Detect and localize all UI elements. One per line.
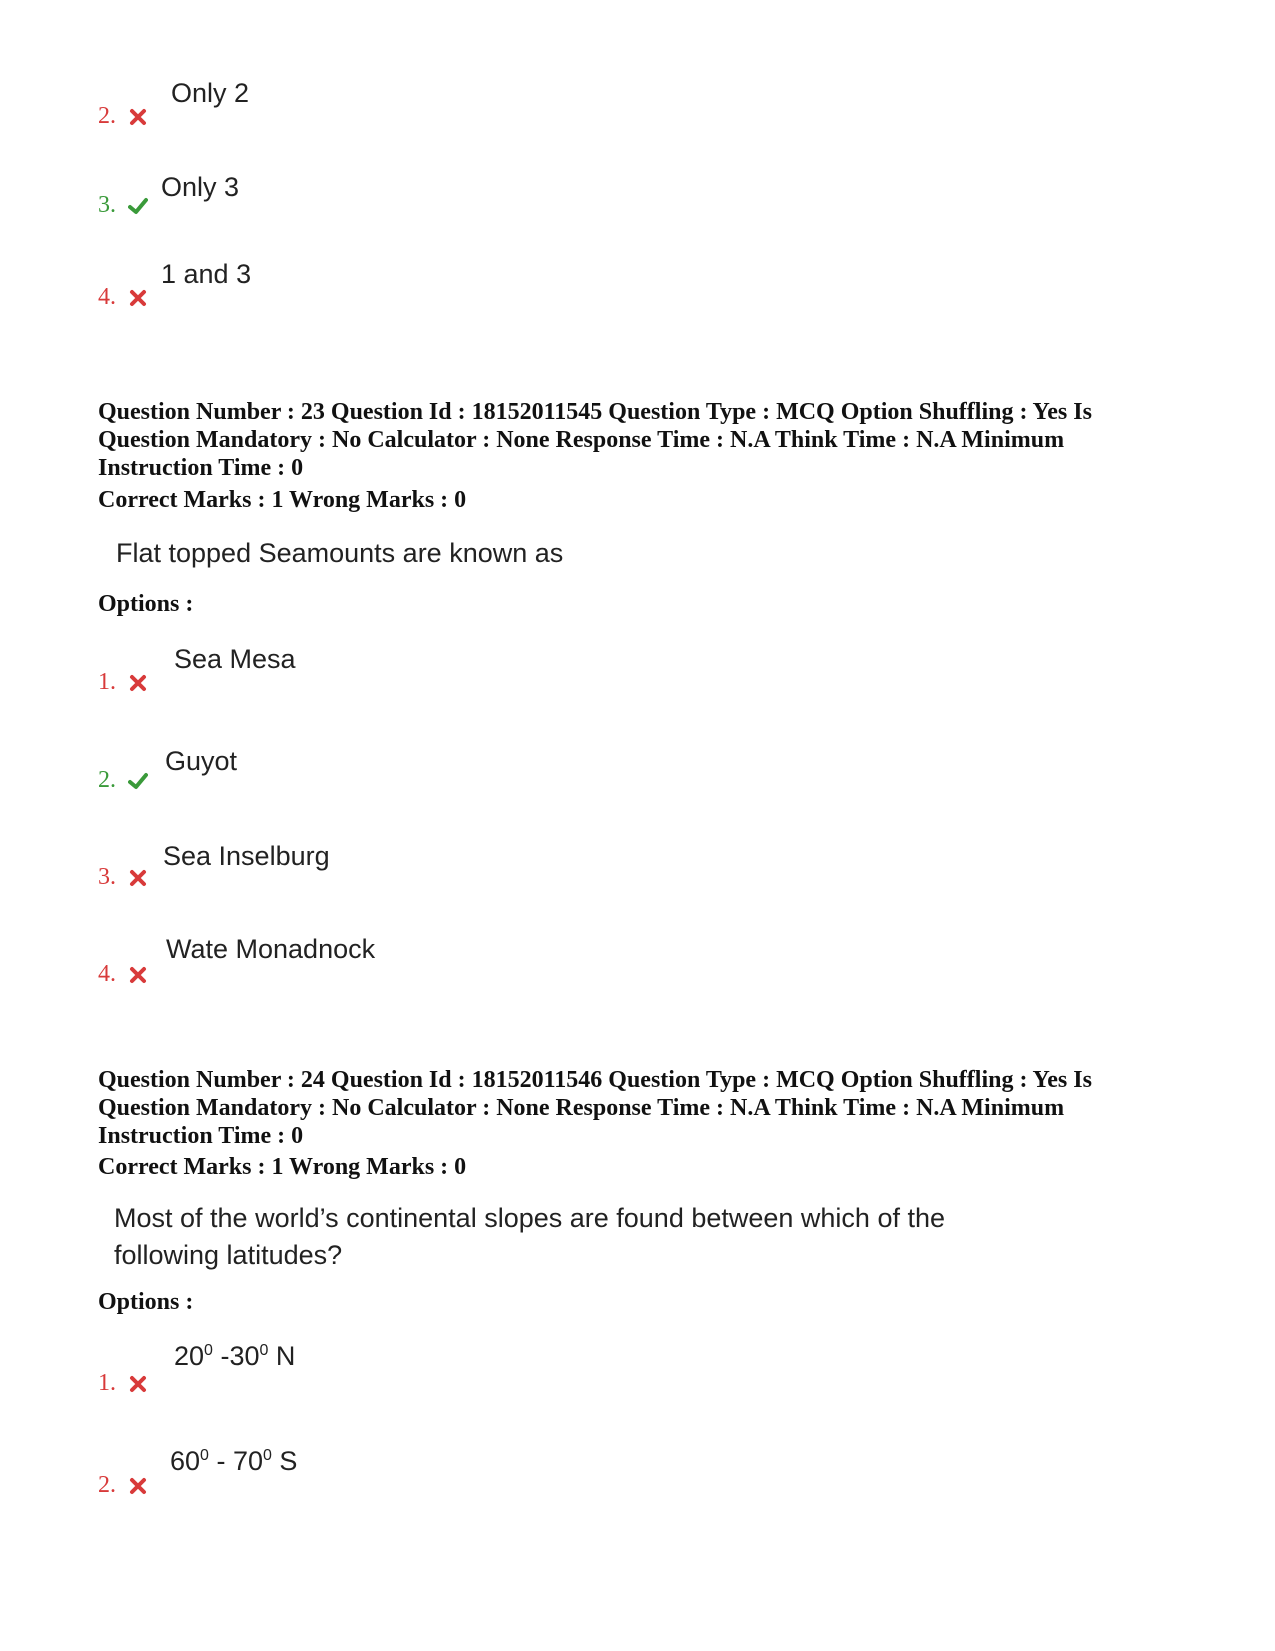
q23-question-text: Flat topped Seamounts are known as bbox=[116, 538, 564, 568]
q23-options-label: Options : bbox=[98, 591, 194, 617]
option-number: 1. bbox=[98, 669, 116, 695]
check-icon bbox=[128, 196, 148, 216]
q23-option-1-text: Sea Mesa bbox=[174, 644, 296, 674]
q23-option-4-text: Wate Monadnock bbox=[166, 934, 376, 964]
option-number: 2. bbox=[98, 767, 116, 793]
q24-meta-line3: Instruction Time : 0 bbox=[98, 1123, 304, 1149]
lat-start: 20 bbox=[174, 1341, 205, 1371]
q23-meta-line2: Question Mandatory : No Calculator : None Response Time : N.A Think Time : N.A Minimum bbox=[98, 427, 1065, 453]
q24-option-1-text bbox=[174, 1343, 295, 1370]
q23-option-4 bbox=[98, 962, 148, 986]
lat-end: 70 bbox=[232, 1446, 263, 1476]
hemisphere: N bbox=[268, 1341, 296, 1371]
q23-option-3-text: Sea Inselburg bbox=[163, 841, 330, 871]
prev-option-4-text: 1 and 3 bbox=[161, 259, 252, 289]
q24-option-2-text bbox=[170, 1448, 297, 1475]
lat-start: 60 bbox=[170, 1446, 201, 1476]
q23-option-2-text: Guyot bbox=[165, 746, 238, 776]
q24-meta bbox=[98, 1066, 1188, 1150]
option-number: 2. bbox=[98, 1472, 116, 1498]
separator: - bbox=[212, 1341, 230, 1371]
q23-option-3 bbox=[98, 865, 148, 889]
q24-marks: Correct Marks : 1 Wrong Marks : 0 bbox=[98, 1154, 467, 1180]
q24-question-line1: Most of the world’s continental slopes are found between which of the bbox=[114, 1203, 946, 1233]
q24-question-line2: following latitudes? bbox=[114, 1240, 343, 1270]
cross-icon bbox=[128, 1374, 148, 1394]
q23-meta-line3: Instruction Time : 0 bbox=[98, 455, 304, 481]
q24-option-2 bbox=[98, 1473, 148, 1497]
cross-icon bbox=[128, 673, 148, 693]
q23-meta-line1: Question Number : 23 Question Id : 18152011545 Question Type : MCQ Option Shuffling : Yes Is bbox=[98, 399, 1092, 425]
option-number: 4. bbox=[98, 961, 116, 987]
cross-icon bbox=[128, 1476, 148, 1496]
degree-sup: 0 bbox=[259, 1342, 269, 1359]
q23-option-2 bbox=[98, 768, 148, 792]
q24-option-1 bbox=[98, 1371, 148, 1395]
lat-end: 30 bbox=[229, 1341, 260, 1371]
cross-icon bbox=[128, 288, 148, 308]
q24-meta-line2: Question Mandatory : No Calculator : None Response Time : N.A Think Time : N.A Minimum bbox=[98, 1095, 1065, 1121]
prev-option-2-text: Only 2 bbox=[171, 78, 250, 108]
degree-sup: 0 bbox=[263, 1447, 272, 1464]
q23-option-1 bbox=[98, 670, 148, 694]
option-number: 1. bbox=[98, 1370, 116, 1396]
check-icon bbox=[128, 771, 148, 791]
prev-option-4 bbox=[98, 285, 148, 309]
option-number: 3. bbox=[98, 864, 116, 890]
degree-sup: 0 bbox=[200, 1447, 209, 1464]
prev-option-3-text: Only 3 bbox=[161, 172, 240, 202]
option-number: 4. bbox=[98, 284, 116, 310]
degree-sup: 0 bbox=[204, 1342, 213, 1359]
q24-meta-line1: Question Number : 24 Question Id : 18152011546 Question Type : MCQ Option Shuffling : Yes Is bbox=[98, 1067, 1092, 1093]
q24-question-text bbox=[114, 1200, 945, 1274]
prev-option-3 bbox=[98, 193, 148, 217]
option-number: 3. bbox=[98, 192, 116, 218]
separator: - bbox=[208, 1446, 233, 1476]
prev-option-2 bbox=[98, 104, 148, 128]
q23-meta bbox=[98, 398, 1188, 482]
cross-icon bbox=[128, 965, 148, 985]
q23-marks: Correct Marks : 1 Wrong Marks : 0 bbox=[98, 487, 467, 513]
q24-options-label: Options : bbox=[98, 1289, 194, 1315]
option-number: 2. bbox=[98, 103, 116, 129]
hemisphere: S bbox=[271, 1446, 298, 1476]
cross-icon bbox=[128, 868, 148, 888]
cross-icon bbox=[128, 107, 148, 127]
